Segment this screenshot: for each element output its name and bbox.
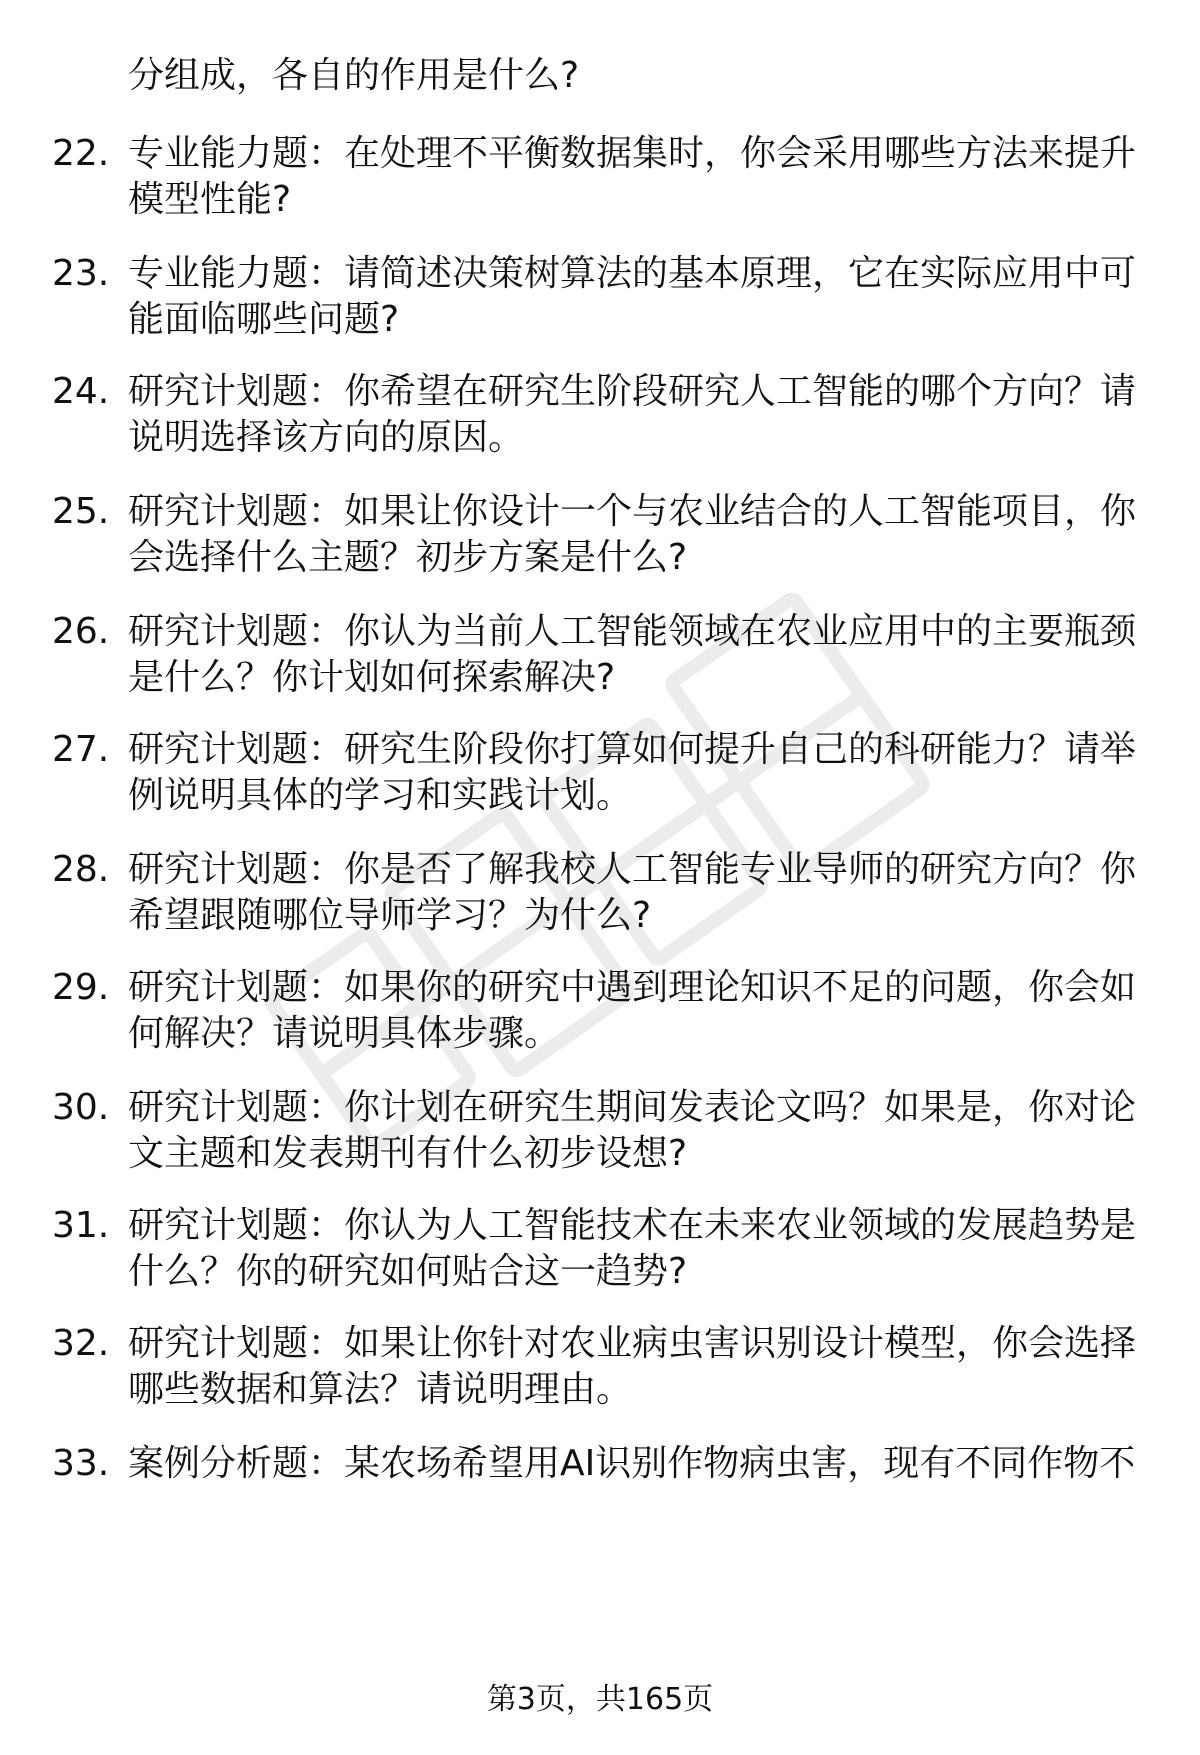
carry-over-line: 分组成，各自的作用是什么?: [128, 55, 580, 96]
question-text-line1: 研究计划题：如果让你设计一个与农业结合的人工智能项目，你: [128, 491, 1137, 532]
question-number: 27.: [52, 729, 110, 770]
question-number: 26.: [52, 611, 110, 652]
question-text-line2: 文主题和发表期刊有什么初步设想?: [128, 1133, 688, 1174]
question-text-line2: 什么？你的研究如何贴合这一趋势?: [128, 1251, 688, 1292]
question-number: 29.: [52, 967, 110, 1008]
question-number: 23.: [52, 253, 110, 294]
question-text-line1: 研究计划题：你希望在研究生阶段研究人工智能的哪个方向？请: [128, 371, 1137, 412]
question-number: 32.: [52, 1323, 110, 1364]
question-text-line1: 专业能力题：请简述决策树算法的基本原理，它在实际应用中可: [128, 253, 1137, 294]
page-footer: 第3页，共165页: [486, 1682, 714, 1717]
question-text-line1: 研究计划题：如果你的研究中遇到理论知识不足的问题，你会如: [128, 967, 1137, 1008]
question-number: 33.: [52, 1443, 110, 1484]
question-text-line1: 研究计划题：你是否了解我校人工智能专业导师的研究方向？你: [128, 849, 1137, 890]
question-number: 28.: [52, 849, 110, 890]
question-text-line1: 专业能力题：在处理不平衡数据集时，你会采用哪些方法来提升: [128, 133, 1137, 174]
question-text-line2: 哪些数据和算法？请说明理由。: [128, 1369, 633, 1410]
question-text-line1: 研究计划题：如果让你针对农业病虫害识别设计模型，你会选择: [128, 1323, 1137, 1364]
question-text-line2: 希望跟随哪位导师学习？为什么?: [128, 895, 652, 936]
question-number: 24.: [52, 371, 110, 412]
question-text-line1: 研究计划题：你认为当前人工智能领域在农业应用中的主要瓶颈: [128, 611, 1137, 652]
question-text-line1: 研究计划题：你计划在研究生期间发表论文吗？如果是，你对论: [128, 1087, 1137, 1128]
question-number: 25.: [52, 491, 110, 532]
question-text-line2: 能面临哪些问题?: [128, 299, 400, 340]
question-text-line2: 何解决？请说明具体步骤。: [128, 1013, 561, 1054]
question-text-line1: 案例分析题：某农场希望用AI识别作物病虫害，现有不同作物不: [128, 1443, 1136, 1484]
question-text-line2: 说明选择该方向的原因。: [128, 417, 525, 458]
question-text-line1: 研究计划题：研究生阶段你打算如何提升自己的科研能力？请举: [128, 729, 1137, 770]
question-text-line1: 研究计划题：你认为人工智能技术在未来农业领域的发展趋势是: [128, 1205, 1137, 1246]
question-text-line2: 例说明具体的学习和实践计划。: [128, 775, 633, 816]
question-text-line2: 会选择什么主题？初步方案是什么?: [128, 537, 688, 578]
question-number: 22.: [52, 133, 110, 174]
question-number: 30.: [52, 1087, 110, 1128]
question-text-line2: 是什么？你计划如何探索解决?: [128, 657, 616, 698]
question-number: 31.: [52, 1205, 110, 1246]
question-text-line2: 模型性能?: [128, 179, 292, 220]
